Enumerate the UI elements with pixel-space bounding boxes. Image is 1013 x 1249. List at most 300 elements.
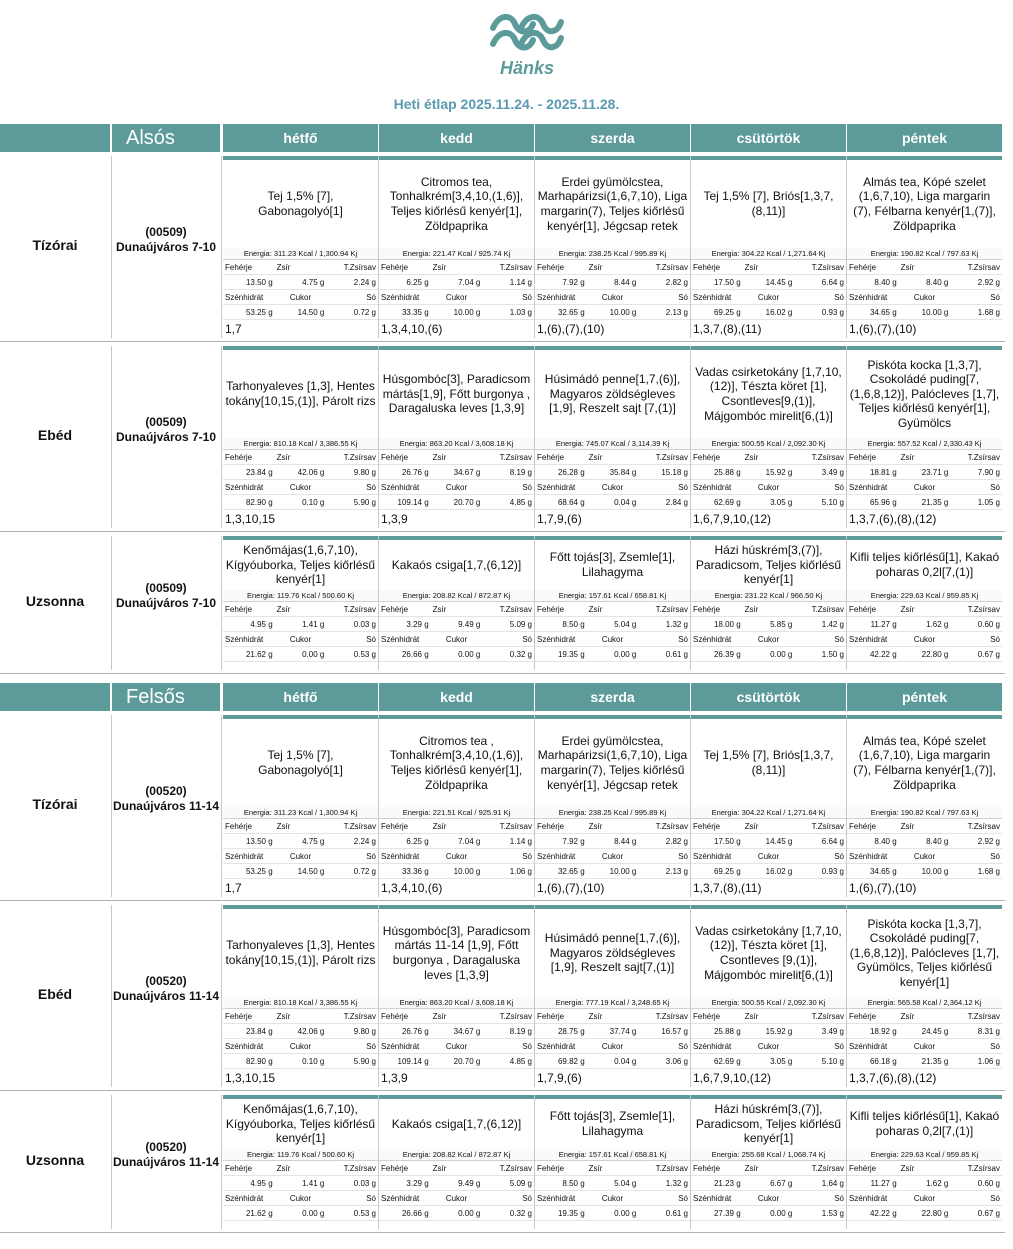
nutrient-labels	[223, 1039, 378, 1054]
meal-row	[0, 342, 1005, 532]
cell-bar	[535, 536, 690, 540]
nutrient-label: T.Zsírsav	[967, 453, 1001, 462]
day-cell	[535, 156, 690, 340]
nutrient-values	[847, 305, 1002, 320]
nutrient-value: 5.90 g	[353, 498, 377, 507]
allergen-list: 1,(6),(7),(10)	[537, 322, 605, 336]
nutrient-labels	[691, 819, 846, 834]
nutrient-label: Fehérje	[381, 1012, 409, 1021]
nutrient-value: 0.53 g	[353, 650, 377, 659]
nutrient-value: 8.44 g	[614, 837, 637, 846]
nutrient-values	[379, 1176, 534, 1191]
nutrient-values	[535, 1176, 690, 1191]
day-cell	[847, 905, 1002, 1089]
energy-value: Energia: 255.68 Kcal / 1,068.74 Kj	[691, 1149, 846, 1161]
nutrient-value: 10.00 g	[453, 308, 481, 317]
nutrient-value: 0.00 g	[614, 1209, 637, 1218]
nutrient-value: 14.45 g	[765, 837, 793, 846]
nutrient-value: 0.60 g	[977, 1179, 1001, 1188]
day-cell	[379, 156, 534, 340]
nutrient-label: Fehérje	[849, 453, 877, 462]
nutrient-labels	[691, 1039, 846, 1054]
meal-row	[0, 1091, 1005, 1233]
dish-text: Tej 1,5% [7], Gabonagolyó[1]	[258, 189, 343, 218]
nutrient-label: Cukor	[757, 483, 780, 492]
nutrient-value: 7.92 g	[562, 837, 585, 846]
nutrient-label: Cukor	[289, 483, 312, 492]
nutrient-value: 0.93 g	[821, 308, 845, 317]
dish-text: Kifli teljes kiőrlésű[1], Kakaó poharas 0,2l[7,(1)]	[849, 1109, 1000, 1138]
school-label	[112, 1140, 220, 1170]
nutrient-value: 23.71 g	[921, 468, 949, 477]
nutrient-labels	[691, 450, 846, 465]
nutrient-value: 26.66 g	[401, 650, 429, 659]
nutrient-value: 34.67 g	[453, 1027, 481, 1036]
nutrient-label: Só	[990, 293, 1001, 302]
nutrient-value: 10.00 g	[453, 867, 481, 876]
nutrition-table	[535, 807, 690, 879]
nutrient-value: 8.40 g	[874, 278, 897, 287]
nutrient-value: 9.49 g	[458, 1179, 481, 1188]
nutrient-value: 9.80 g	[353, 468, 377, 477]
energy-value: Energia: 229.63 Kcal / 959.85 Kj	[847, 1149, 1002, 1161]
nutrient-labels	[847, 632, 1002, 647]
nutrient-label: Szénhidrát	[693, 1042, 732, 1051]
nutrient-labels	[223, 450, 378, 465]
nutrient-label: Fehérje	[693, 605, 721, 614]
nutrient-label: Szénhidrát	[849, 852, 888, 861]
nutrient-label: T.Zsírsav	[343, 605, 377, 614]
nutrient-label: T.Zsírsav	[655, 1164, 689, 1173]
nutrient-label: Fehérje	[537, 605, 565, 614]
energy-value: Energia: 500.55 Kcal / 2,092.30 Kj	[691, 997, 846, 1009]
column-divider	[221, 1095, 222, 1229]
menu-section	[0, 124, 1013, 674]
dish-text: Almás tea, Kópé szelet (1,6,7,10), Liga margarin (7), Félbarna kenyér[1,(7)], Zöldpaprika	[853, 174, 996, 233]
nutrient-values	[535, 647, 690, 662]
day-cell	[691, 156, 846, 340]
nutrient-value: 42.22 g	[869, 1209, 897, 1218]
nutrient-labels	[847, 819, 1002, 834]
nutrition-table	[691, 248, 846, 320]
cell-bar	[847, 346, 1002, 350]
nutrient-label: Fehérje	[225, 1164, 253, 1173]
nutrient-label: Cukor	[289, 852, 312, 861]
header-blank	[0, 683, 110, 711]
nutrient-value: 21.23 g	[713, 1179, 741, 1188]
nutrient-label: Fehérje	[381, 453, 409, 462]
energy-value: Energia: 304.22 Kcal / 1,271.64 Kj	[691, 807, 846, 819]
day-cell	[535, 905, 690, 1089]
nutrient-value: 1.03 g	[509, 308, 533, 317]
nutrient-label: Só	[990, 483, 1001, 492]
nutrient-label: Zsír	[744, 1012, 759, 1021]
nutrient-label: Fehérje	[849, 822, 877, 831]
nutrient-label: Fehérje	[381, 822, 409, 831]
nutrient-values	[223, 617, 378, 632]
nutrient-value: 8.50 g	[562, 620, 585, 629]
nutrient-labels	[535, 602, 690, 617]
nutrient-values	[847, 1176, 1002, 1191]
nutrient-labels	[691, 1161, 846, 1176]
nutrient-values	[847, 834, 1002, 849]
nutrient-label: T.Zsírsav	[655, 1012, 689, 1021]
allergen-list: 1,7	[225, 322, 242, 336]
nutrient-label: T.Zsírsav	[967, 1012, 1001, 1021]
nutrient-value: 0.00 g	[302, 1209, 325, 1218]
nutrient-label: Fehérje	[537, 1012, 565, 1021]
nutrient-value: 6.67 g	[770, 1179, 793, 1188]
nutrient-value: 2.13 g	[665, 867, 689, 876]
nutrient-labels	[535, 450, 690, 465]
nutrient-values	[691, 1206, 846, 1221]
nutrient-labels	[847, 260, 1002, 275]
nutrient-value: 26.66 g	[401, 1209, 429, 1218]
energy-value: Energia: 238.25 Kcal / 995.89 Kj	[535, 248, 690, 260]
nutrient-value: 53.25 g	[245, 867, 273, 876]
nutrient-value: 0.67 g	[977, 1209, 1001, 1218]
nutrient-label: Zsír	[276, 1164, 291, 1173]
nutrition-table	[223, 248, 378, 320]
nutrient-value: 21.35 g	[921, 1057, 949, 1066]
nutrient-value: 8.40 g	[926, 278, 949, 287]
nutrient-label: Cukor	[601, 1194, 624, 1203]
nutrient-value: 109.14 g	[397, 1057, 429, 1066]
nutrient-value: 1.68 g	[977, 867, 1001, 876]
nutrient-values	[223, 834, 378, 849]
nutrient-label: Zsír	[588, 822, 603, 831]
nutrient-label: Cukor	[601, 1042, 624, 1051]
nutrient-label: Szénhidrát	[381, 1042, 420, 1051]
day-cell	[223, 715, 378, 899]
day-cell	[535, 536, 690, 672]
day-header: hétfő	[223, 124, 378, 152]
nutrient-label: Cukor	[445, 483, 468, 492]
energy-value: Energia: 221.47 Kcal / 925.74 Kj	[379, 248, 534, 260]
nutrient-labels	[379, 260, 534, 275]
cell-bar	[379, 715, 534, 719]
nutrition-table	[691, 807, 846, 879]
nutrient-label: Zsír	[588, 605, 603, 614]
nutrient-value: 53.25 g	[245, 308, 273, 317]
nutrient-labels	[379, 450, 534, 465]
nutrition-table	[691, 997, 846, 1069]
energy-value: Energia: 208.82 Kcal / 872.87 Kj	[379, 590, 534, 602]
nutrient-label: Só	[834, 483, 845, 492]
row-divider	[0, 1232, 1005, 1233]
nutrient-value: 7.90 g	[977, 468, 1001, 477]
nutrition-table	[535, 997, 690, 1069]
energy-value: Energia: 863.20 Kcal / 3,608.18 Kj	[379, 997, 534, 1009]
nutrient-labels	[535, 1161, 690, 1176]
nutrient-value: 16.57 g	[661, 1027, 689, 1036]
day-cell	[379, 715, 534, 899]
nutrient-label: Szénhidrát	[693, 852, 732, 861]
nutrition-table	[847, 807, 1002, 879]
nutrient-value: 0.32 g	[509, 650, 533, 659]
nutrient-label: Fehérje	[537, 453, 565, 462]
nutrient-value: 1.41 g	[302, 620, 325, 629]
nutrient-values	[379, 305, 534, 320]
nutrient-value: 14.50 g	[297, 308, 325, 317]
meal-name: Tízórai	[32, 796, 78, 812]
nutrient-values	[847, 647, 1002, 662]
nutrient-label: Só	[834, 293, 845, 302]
nutrient-label: T.Zsírsav	[343, 1012, 377, 1021]
nutrient-value: 1.64 g	[821, 1179, 845, 1188]
nutrient-labels	[535, 1009, 690, 1024]
allergen-list: 1,(6),(7),(10)	[849, 881, 917, 895]
nutrient-label: T.Zsírsav	[967, 605, 1001, 614]
nutrient-label: Szénhidrát	[537, 483, 576, 492]
nutrient-value: 1.62 g	[926, 1179, 949, 1188]
nutrient-value: 15.92 g	[765, 468, 793, 477]
nutrient-label: Szénhidrát	[381, 483, 420, 492]
day-cell	[379, 1095, 534, 1231]
nutrition-table	[847, 590, 1002, 662]
nutrient-value: 65.96 g	[869, 498, 897, 507]
energy-value: Energia: 229.63 Kcal / 959.85 Kj	[847, 590, 1002, 602]
nutrition-table	[379, 997, 534, 1069]
nutrient-label: T.Zsírsav	[499, 822, 533, 831]
dish-text: Húsimádó penne[1,7,(6)], Magyaros zöldségleves [1,9], Reszelt sajt [7,(1)]	[544, 372, 681, 416]
nutrient-label: Cukor	[445, 1194, 468, 1203]
nutrient-value: 8.40 g	[926, 837, 949, 846]
nutrient-label: T.Zsírsav	[343, 453, 377, 462]
nutrient-label: T.Zsírsav	[655, 605, 689, 614]
cell-bar	[379, 346, 534, 350]
nutrient-value: 21.62 g	[245, 650, 273, 659]
group-label: Felsős	[112, 683, 220, 711]
nutrient-label: Szénhidrát	[537, 293, 576, 302]
day-header: csütörtök	[691, 683, 846, 711]
column-divider	[111, 905, 112, 1087]
nutrition-table	[379, 807, 534, 879]
nutrient-label: Szénhidrát	[225, 635, 264, 644]
nutrient-values	[535, 1206, 690, 1221]
allergen-list: 1,3,4,10,(6)	[381, 881, 443, 895]
nutrient-values	[691, 834, 846, 849]
cell-bar	[847, 156, 1002, 160]
nutrient-value: 11.27 g	[870, 1179, 897, 1188]
nutrient-values	[847, 495, 1002, 510]
dish-text: Citromos tea , Tonhalkrém[3,4,10,(1,6)], Teljes kiőrlésű kenyér[1], Zöldpaprika	[389, 733, 524, 792]
nutrient-value: 0.04 g	[614, 498, 637, 507]
nutrient-label: T.Zsírsav	[811, 822, 845, 831]
cell-bar	[691, 156, 846, 160]
nutrition-table	[847, 997, 1002, 1069]
nutrient-value: 2.92 g	[977, 837, 1001, 846]
dish-text: Piskóta kocka [1,3,7], Csokoládé puding[7,(1,6,8,12)], Palócleves [1,7], Teljes kiőrlésű kenyér[1], Gyümölcs	[849, 357, 1000, 430]
cell-bar	[223, 1095, 378, 1099]
dish-text: Vadas csirketokány [1,7,10,(12)], Tészta köret [1], Csontleves[9,(1)], Májgombóc mirelit[6,(1)]	[695, 364, 842, 423]
nutrient-labels	[847, 602, 1002, 617]
dish-text: Citromos tea, Tonhalkrém[3,4,10,(1,6)], Teljes kiőrlésű kenyér[1], Zöldpaprika	[389, 174, 524, 233]
nutrient-value: 69.25 g	[713, 308, 741, 317]
nutrient-label: Só	[522, 1042, 533, 1051]
nutrient-label: Szénhidrát	[537, 1042, 576, 1051]
nutrient-value: 23.84 g	[245, 1027, 273, 1036]
nutrient-values	[847, 864, 1002, 879]
nutrition-table	[379, 590, 534, 662]
nutrient-value: 1.62 g	[926, 620, 949, 629]
nutrient-value: 1.14 g	[509, 837, 533, 846]
nutrient-label: Cukor	[601, 852, 624, 861]
nutrient-labels	[223, 480, 378, 495]
nutrition-table	[223, 438, 378, 510]
nutrient-label: Fehérje	[381, 1164, 409, 1173]
nutrient-labels	[847, 1009, 1002, 1024]
nutrient-value: 0.53 g	[353, 1209, 377, 1218]
nutrient-values	[379, 275, 534, 290]
nutrient-label: Cukor	[445, 852, 468, 861]
nutrient-label: Zsír	[900, 605, 915, 614]
nutrient-value: 69.25 g	[713, 867, 741, 876]
nutrient-label: Só	[678, 483, 689, 492]
nutrient-labels	[379, 1191, 534, 1206]
nutrient-values	[223, 305, 378, 320]
nutrient-values	[535, 1024, 690, 1039]
energy-value: Energia: 557.52 Kcal / 2,330.43 Kj	[847, 438, 1002, 450]
nutrient-value: 62.69 g	[713, 1057, 741, 1066]
nutrient-value: 8.40 g	[874, 837, 897, 846]
meal-name: Ebéd	[37, 986, 73, 1002]
nutrient-label: Zsír	[432, 1164, 447, 1173]
nutrient-value: 0.04 g	[614, 1057, 637, 1066]
nutrient-labels	[847, 1039, 1002, 1054]
nutrition-table	[379, 438, 534, 510]
nutrient-label: Fehérje	[537, 822, 565, 831]
nutrient-label: Só	[678, 293, 689, 302]
nutrient-label: Só	[522, 293, 533, 302]
nutrient-value: 1.14 g	[509, 278, 533, 287]
nutrient-label: T.Zsírsav	[811, 1164, 845, 1173]
dish-text: Tarhonyaleves [1,3], Hentes tokány[10,15,(1)], Párolt rizs	[225, 938, 376, 967]
nutrient-labels	[535, 480, 690, 495]
nutrient-value: 16.02 g	[765, 308, 793, 317]
day-cell	[223, 156, 378, 340]
energy-value: Energia: 565.58 Kcal / 2,364.12 Kj	[847, 997, 1002, 1009]
section-header	[0, 124, 1005, 152]
nutrient-value: 2.82 g	[665, 278, 689, 287]
nutrient-values	[223, 495, 378, 510]
nutrient-value: 18.00 g	[713, 620, 741, 629]
nutrient-value: 26.76 g	[401, 468, 429, 477]
nutrient-label: Só	[366, 483, 377, 492]
nutrient-value: 10.00 g	[609, 308, 637, 317]
nutrient-value: 0.10 g	[302, 498, 325, 507]
nutrient-labels	[223, 819, 378, 834]
nutrient-values	[535, 305, 690, 320]
column-divider	[111, 536, 112, 670]
nutrient-value: 20.70 g	[453, 1057, 481, 1066]
nutrient-label: Fehérje	[849, 605, 877, 614]
nutrient-label: Szénhidrát	[693, 483, 732, 492]
nutrient-value: 6.25 g	[406, 278, 429, 287]
nutrient-values	[223, 1176, 378, 1191]
nutrient-label: Zsír	[900, 822, 915, 831]
nutrient-value: 1.32 g	[665, 1179, 689, 1188]
nutrient-labels	[847, 1161, 1002, 1176]
energy-value: Energia: 221.51 Kcal / 925.91 Kj	[379, 807, 534, 819]
nutrient-value: 1.68 g	[977, 308, 1001, 317]
nutrient-value: 35.84 g	[609, 468, 637, 477]
nutrient-value: 109.14 g	[397, 498, 429, 507]
nutrient-value: 4.75 g	[302, 837, 325, 846]
nutrient-label: Szénhidrát	[693, 635, 732, 644]
nutrient-label: Fehérje	[381, 263, 409, 272]
nutrient-value: 19.35 g	[557, 1209, 585, 1218]
nutrient-value: 0.00 g	[614, 650, 637, 659]
school-label	[112, 225, 220, 255]
column-divider	[221, 346, 222, 528]
school-code: (00520)	[145, 1140, 187, 1154]
nutrient-label: Só	[678, 852, 689, 861]
nutrient-label: Fehérje	[381, 605, 409, 614]
nutrient-label: Zsír	[432, 822, 447, 831]
nutrition-table	[535, 438, 690, 510]
column-divider	[111, 156, 112, 338]
cell-bar	[847, 536, 1002, 540]
column-divider	[221, 156, 222, 338]
nutrient-label: T.Zsírsav	[811, 263, 845, 272]
nutrient-label: Zsír	[588, 1164, 603, 1173]
day-header: szerda	[535, 124, 690, 152]
nutrient-values	[691, 495, 846, 510]
nutrient-value: 34.65 g	[869, 308, 897, 317]
nutrient-values	[379, 647, 534, 662]
nutrient-label: Só	[990, 852, 1001, 861]
nutrient-value: 7.92 g	[562, 278, 585, 287]
nutrient-value: 5.04 g	[614, 1179, 637, 1188]
nutrient-value: 0.60 g	[977, 620, 1001, 629]
dish-text: Tej 1,5% [7], Briós[1,3,7,(8,11)]	[703, 748, 834, 777]
meal-row	[0, 901, 1005, 1091]
nutrient-values	[691, 647, 846, 662]
cell-bar	[379, 156, 534, 160]
nutrition-table	[379, 248, 534, 320]
nutrient-value: 19.35 g	[557, 650, 585, 659]
allergen-list: 1,3,7,(8),(11)	[693, 322, 762, 336]
row-divider	[0, 673, 1005, 674]
cell-bar	[535, 1095, 690, 1099]
school-name: Dunaújváros 7-10	[115, 240, 217, 254]
nutrient-label: T.Zsírsav	[343, 263, 377, 272]
nutrient-label: Cukor	[913, 1194, 936, 1203]
nutrient-value: 17.50 g	[713, 278, 741, 287]
nutrient-value: 68.64 g	[557, 498, 585, 507]
nutrient-label: Cukor	[289, 1042, 312, 1051]
cell-bar	[535, 905, 690, 909]
nutrient-label: Só	[834, 852, 845, 861]
meal-name: Tízórai	[32, 237, 78, 253]
day-cell	[535, 715, 690, 899]
day-cell	[223, 905, 378, 1089]
nutrient-value: 5.85 g	[770, 620, 793, 629]
nutrient-value: 1.05 g	[977, 498, 1001, 507]
nutrient-value: 10.00 g	[921, 308, 949, 317]
nutrient-label: Zsír	[900, 1164, 915, 1173]
nutrient-values	[847, 275, 1002, 290]
nutrient-values	[535, 495, 690, 510]
nutrient-value: 27.39 g	[713, 1209, 741, 1218]
day-cell	[847, 156, 1002, 340]
nutrient-value: 17.50 g	[713, 837, 741, 846]
day-cell	[535, 346, 690, 530]
nutrient-label: Fehérje	[693, 822, 721, 831]
nutrient-value: 26.39 g	[713, 650, 741, 659]
meal-name: Uzsonna	[25, 1152, 85, 1168]
